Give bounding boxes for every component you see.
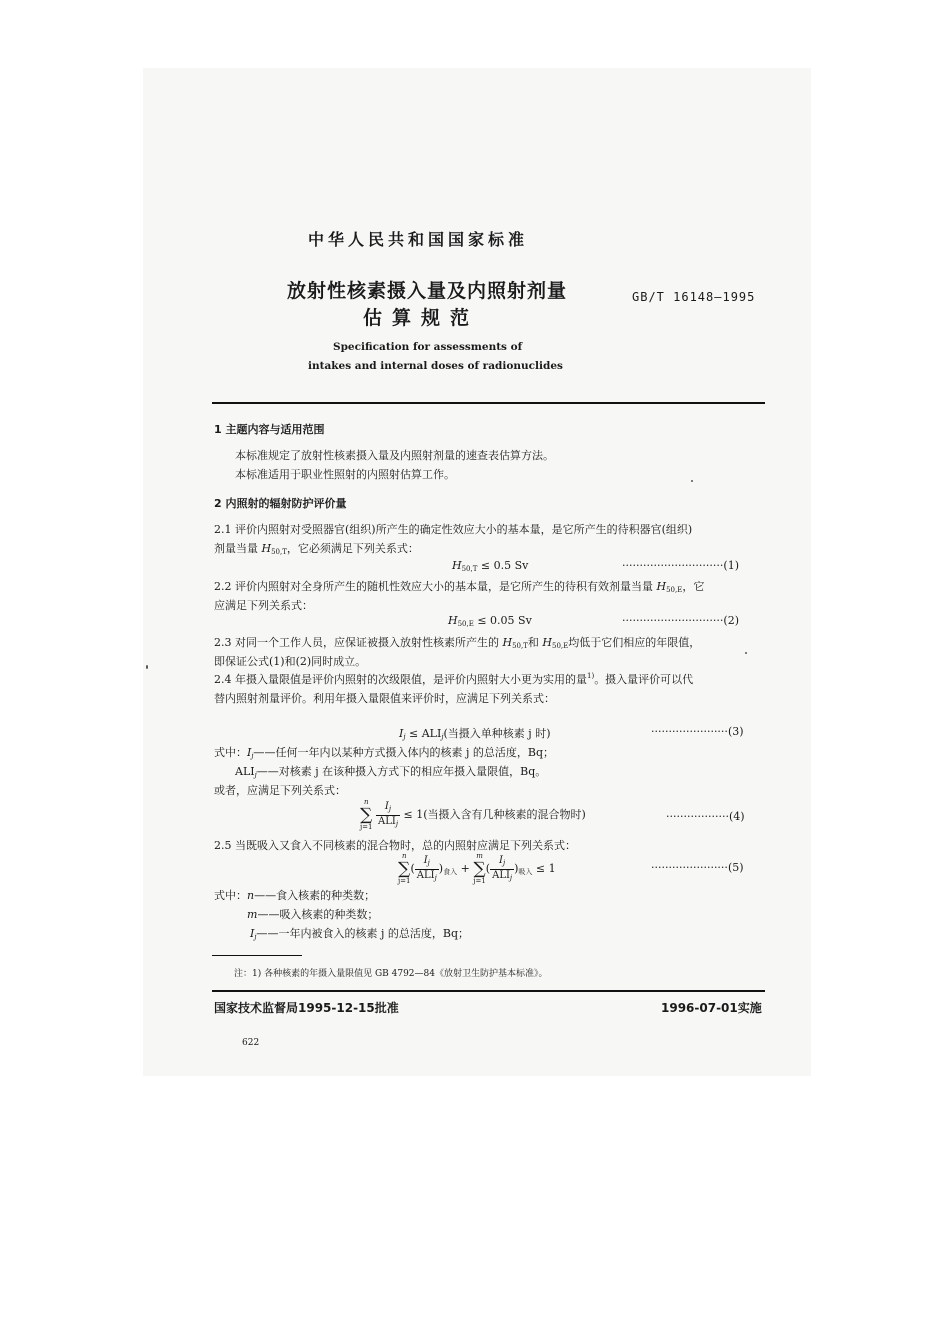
- footer-divider: [212, 990, 765, 992]
- country-standard-label: 中华人民共和国国家标准: [308, 230, 529, 249]
- where-clause-n: 式中：n——食入核素的种类数；: [214, 889, 376, 902]
- footnote-text: 注：1) 各种核素的年摄入量限值见 GB 4792—84《放射卫生防护基本标准》。: [234, 969, 548, 979]
- clause-2-1-line2: 剂量当量 $H_{50,T}$，它必须满足下列关系式：: [214, 542, 419, 556]
- footnote-rule: [212, 955, 302, 956]
- fraction-food: $\frac{I_j}{ALI_j}$: [416, 854, 437, 882]
- document-title-line1: 放射性核素摄入量及内照射剂量: [287, 280, 568, 302]
- footnote-reference: 1): [587, 672, 595, 680]
- english-title-line1: Specification for assessments of: [333, 341, 523, 353]
- clause-2-4-line2: 替内照射剂量评价。利用年摄入量限值来评价时，应满足下列关系式：: [214, 692, 555, 705]
- page-number: 622: [242, 1038, 260, 1048]
- summation-symbol-inhalation: m ∑ j=1: [473, 852, 486, 885]
- english-title-line2: intakes and internal doses of radionuclides: [308, 360, 563, 372]
- equation-5: n ∑ j=1 ( $\frac{I_j}{ALI_j}$ )$_{食入}$ + m ∑ j=1 ( $\frac{I_j}{ALI_j}$ )$_{吸入} \le 1$: [398, 852, 556, 885]
- standard-number: GB/T 16148—1995: [632, 290, 756, 304]
- summation-symbol-food: n ∑ j=1: [398, 852, 411, 885]
- equation-4: n ∑ j=1 $\frac{I_j}{ALI_j}$ ≤ 1(当摄入含有几种核素的混合物时): [360, 798, 586, 831]
- approval-date: 国家技术监督局1995-12-15批准: [214, 1001, 399, 1015]
- equation-1: $H_{50,T} \le 0.5$ Sv: [452, 559, 529, 573]
- section1-para2: 本标准适用于职业性照射的内照射估算工作。: [235, 468, 455, 481]
- fraction-ij-over-alij: $\frac{I_j}{ALI_j}$: [378, 800, 398, 828]
- implementation-date: 1996-07-01实施: [661, 1001, 762, 1015]
- where-clause-alij: $ALI_j——$对核素 j 在该种摄入方式下的相应年摄入量限值，Bq。: [235, 765, 547, 779]
- section1-heading: 1 主题内容与适用范围: [214, 423, 325, 436]
- section2-heading: 2 内照射的辐射防护评价量: [214, 497, 347, 510]
- clause-2-4-line1: 2.4 年摄入量限值是评价内照射的次级限值，是评价内照射大小更为实用的量$^{1)}$。摄入量评价可以代: [214, 672, 694, 686]
- clause-2-2-line1: 2.2 评价内照射对全身所产生的随机性效应大小的基本量，是它所产生的待积有效剂量当量 $H_{50,E}$，它: [214, 580, 705, 594]
- summation-symbol: n ∑ j=1: [360, 798, 373, 831]
- section1-para1: 本标准规定了放射性核素摄入量及内照射剂量的速查表估算方法。: [235, 449, 554, 462]
- equation-3-number: ······················(3): [651, 725, 744, 738]
- fraction-inhalation: $\frac{I_j}{ALI_j}$: [492, 854, 513, 882]
- where-clause-ij: 式中：$I_j——$任何一年内以某种方式摄入体内的核素 j 的总活度，Bq；: [214, 746, 555, 760]
- where-clause-m: m——吸入核素的种类数；: [247, 908, 379, 921]
- document-title-line2: 估算规范: [363, 307, 480, 329]
- clause-2-3-line2: 即保证公式(1)和(2)同时成立。: [214, 655, 367, 668]
- clause-2-2-line2: 应满足下列关系式：: [214, 599, 313, 612]
- equation-4-number: ··················(4): [666, 810, 745, 823]
- clause-2-5-line: 2.5 当既吸入又食入不同核素的混合物时，总的内照射应满足下列关系式：: [214, 839, 576, 852]
- equation-5-number: ······················(5): [651, 861, 744, 874]
- equation-2-number: ·····························(2): [622, 614, 739, 627]
- scan-speck: [146, 665, 148, 669]
- equation-1-number: ·····························(1): [622, 559, 739, 572]
- equation-3: $I_j \le ALI_j$(当摄入单种核素 j 时): [399, 727, 551, 741]
- scan-speck: [691, 480, 693, 482]
- where-clause-ij-food: $I_j——$一年内被食入的核素 j 的总活度，Bq；: [250, 927, 470, 941]
- or-condition-text: 或者，应满足下列关系式：: [214, 784, 346, 797]
- equation-2: $H_{50,E} \le 0.05$ Sv: [448, 614, 532, 628]
- header-divider: [212, 402, 765, 404]
- clause-2-3-line1: 2.3 对同一个工作人员，应保证被摄入放射性核素所产生的 $H_{50,T}$和 $H_{50,E}$均低于它们相应的年限值，: [214, 636, 701, 650]
- scan-speck: [745, 652, 747, 654]
- clause-2-1-line1: 2.1 评价内照射对受照器官(组织)所产生的确定性效应大小的基本量，是它所产生的待积器官(组织): [214, 523, 693, 536]
